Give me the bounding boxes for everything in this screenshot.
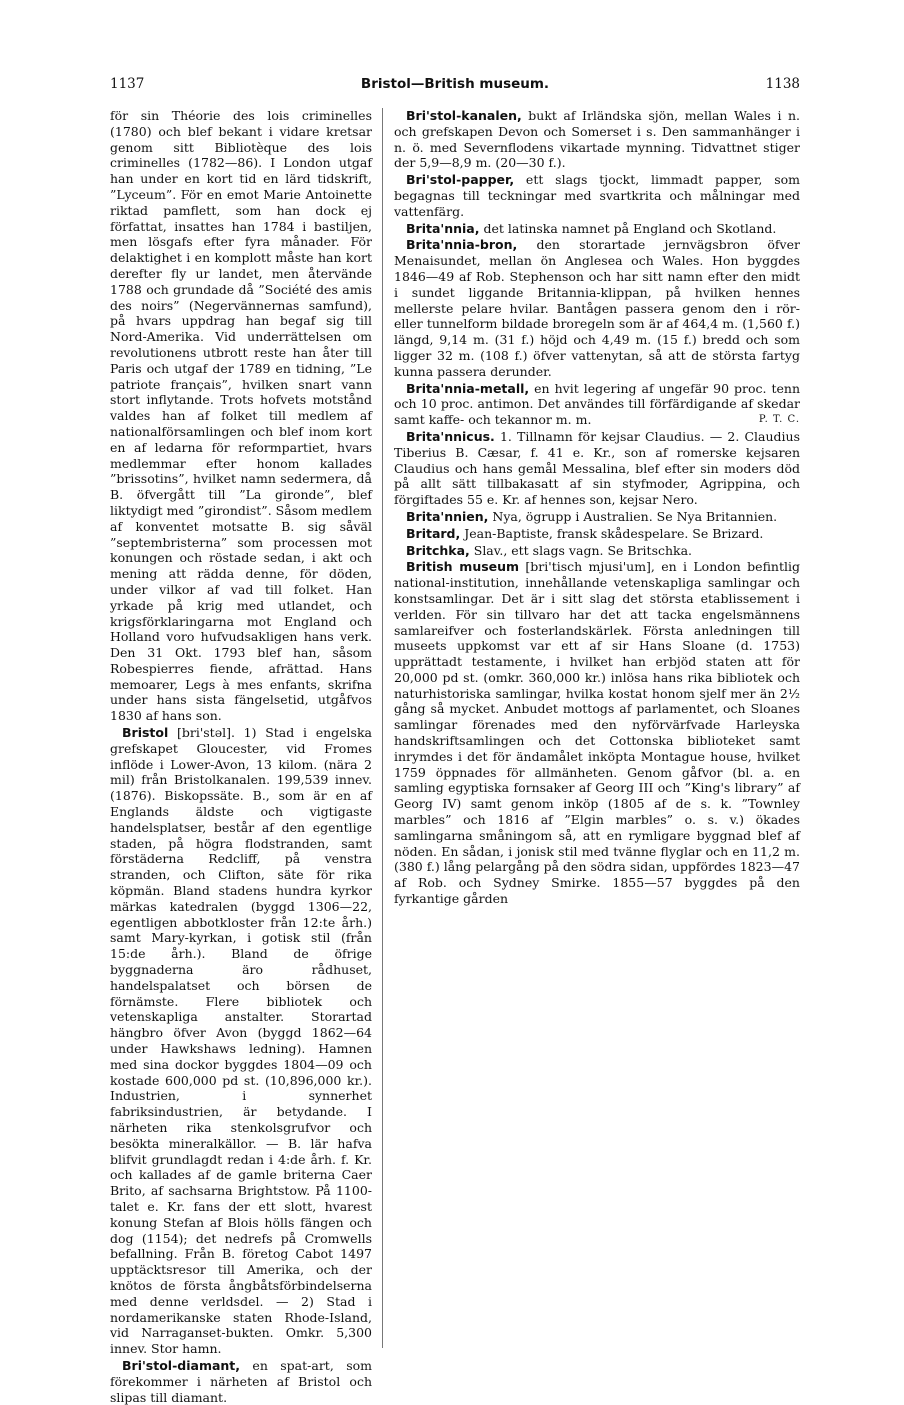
entry-text: det latinska namnet på England och Skotland. <box>483 220 777 236</box>
entry-keyword: Bri'stol-kanalen, <box>406 108 522 123</box>
entry-text: bukt af Irländska sjön, mellan Wales i n. och grefskapen Devon och Somerset i s. Den sammanhänger i n. ö. med Severnflodens vikartade mynning. Tidvattnet stiger der 5,9—8,9 m. (20—30 f.). <box>394 108 800 171</box>
entry-text: Jean-Baptiste, fransk skådespelare. Se Brizard. <box>464 525 764 541</box>
entry-keyword: Bri'stol-papper, <box>406 172 515 188</box>
entry-text: en hvit legering af ungefär 90 proc. tenn och 10 proc. antimon. Det användes till förfärdigande af skedar samt kaffe- och tekannor m. m. <box>394 380 800 428</box>
entry-keyword: British museum <box>406 559 520 575</box>
author-signature: P. T. C. <box>758 414 800 426</box>
column-divider <box>382 108 383 1348</box>
entry-text: [bri'tisch mjusi'um], en i London befintlig national-institution, innehållande vetenskapliga samlingar och konstsamlingar. Det är i sitt slag det största etablissement i verlden. För sin tillvaro har det att tacka engelsmännens samlareifver och fosterlandskärlek. Första anledningen till museets uppkomst var ett af sir Hans Sloane (d. 1753) upprättadt testamente, i hvilket han erbjöd staten att för 20,000 pd st. (omkr. 360,000 kr.) inlösa hans rika bibliotek och naturhistoriska samlingar, hvilka kostat honom sjelf mer än 2½ gång så mycket. Anbudet mottogs af parlamentet, och Sloanes samlingar förenades med den nyförvärfvade Harleyska handskriftsamlingen och det Cottonska biblioteket samt inrymdes i det för ändamålet inköpta Montague house, hvilket 1759 öppnades för allmänheten. Genom gåfvor (bl. a. en samling egyptiska fornsaker af Georg III och ”King's library” af Georg IV) samt genom inköp (1805 af de s. k. ”Townley marbles” och 1816 af ”Elgin marbles” o. s. v.) ökades samlingarna småningom så, att en rymligare byggnad blef af nöden. En sådan, i jonisk stil med tvänne flyglar och en 11,2 m. (380 f.) lång pelargång på den södra sidan, uppfördes 1823—47 af Rob. och Sydney Smirke. 1855—57 byggdes på den fyrkantige gården <box>394 559 800 907</box>
entry-text: 1. Tillnamn för kejsar Claudius. — 2. Claudius Tiberius B. Cæsar, f. 41 e. Kr., son af romerske kejsaren Claudius och hans gemål Messalina, blef efter sin moders död på allt sätt tillbakasatt af sin styfmoder, Agrippina, och förgiftades 55 e. Kr. af hennes son, kejsar Nero. <box>394 428 800 508</box>
brissot-continuation: för sin Théorie des lois criminelles (1780) och blef bekant i vidare kretsar genom sitt Bibliotèque des lois criminelles (1782—86). I London utgaf han under en kort tid en lärd tidskrift, ”Lyceum”. För en emot Marie Antoinette riktad pamflett, som han dock ej författat, insattes han 1784 i bastiljen, men lösgafs efter fyra månader. För delaktighet i en komplott måste han kort derefter fly ur landet, men återvände 1788 och grundade då ”Société des amis des noirs” (Negervännernas samfund), på hvars uppdrag han begaf sig till Nord-Amerika. Vid underrättelsen om revolutionens utbrott reste han åter till Paris och utgaf der 1789 en tidning, ”Le patriote français”, hvilken snart vann stort inflytande. Trots hofvets motstånd valdes han af folket till medlem af nationalförsamlingen och blef inom kort en af ledarna för reformpartiet, hvars medlemmar efter honom kallades ”brissotins”, hvilket namn sedermera, då B. öfvergått till ”La gironde”, blef liktydigt med ”girondist”. Såsom medlem af konventet motsatte B. sig såväl ”septembristerna” som processen mot konungen och röstade sedan, i akt och mening att rädda denne, för döden, under vilkor af vad till folket. Han yrkade på krig med utlandet, och krigsförklaringarna mot England och Holland voro hufvudsakligen hans verk. Den 31 Okt. 1793 blef han, såsom Robespierres fiende, afrättad. Hans memoarer, Legs à mes enfants, skrifna under hans sista fängelsetid, utgåfvos 1830 af hans son. <box>110 108 372 724</box>
right-column <box>394 108 800 1368</box>
entry-text: [bri'stəl]. 1) Stad i engelska grefskapet Gloucester, vid Fromes inflöde i Lower-Avon, 13 kilom. (nära 2 mil) från Bristolkanalen. 199,539 innev. (1876). Biskopssäte. B., som är en af Englands äldste och vigtigaste handelsplatser, består af den egentlige staden, på högra flodstranden, samt förstäderna Redcliff, på venstra stranden, och Clifton, säte för rika köpmän. Bland stadens hundra kyrkor märkas katedralen (byggd 1306—22, egentligen abbotkloster från 12:te årh.) samt Mary-kyrkan, i gotisk stil (från 15:de årh.). Bland de öfrige byggnaderna äro rådhuset, handelspalatset och börsen de förnämste. Flere bibliotek och vetenskapliga anstalter. Storartad hängbro öfver Avon (byggd 1862—64 under Hawkshaws ledning). Hamnen med sina dockor byggdes 1804—09 och kostade 600,000 pd st. (10,896,000 kr.). Industrien, i synnerhet fabriksindustrien, är betydande. I närheten rika stenkolsgrufvor och besökta mineralkällor. — B. lär hafva blifvit grundlagdt redan i 4:de årh. f. Kr. och kallades af de gamle briterna Caer Brito, af sachsarna Brightstow. På 1100-talet e. Kr. fans der ett slott, hvarest konung Stefan af Blois hölls fängen och dog (1154); det nedrefs på Cromwells befallning. Från B. företog Cabot 1497 upptäcktsresor till Amerika, och der knötos de första ångbåtsförbindelserna med denne verldsdel. — 2) Stad i nordamerikanske staten Rhode-Island, vid Narraganset-bukten. Omkr. 5,300 innev. Stor hamn. <box>110 725 372 1357</box>
entry-bristol-kanalen <box>394 108 800 171</box>
page-number-right: 1138 <box>765 76 800 92</box>
entry-keyword: Britchka, <box>406 542 470 558</box>
entry-britchka <box>394 543 800 559</box>
entry-text: Slav., ett slags vagn. Se Britschka. <box>473 542 693 558</box>
running-title: Bristol—British museum. <box>360 76 550 92</box>
entry-britannia <box>394 221 800 237</box>
entry-text: en spat-art, som förekommer i närheten af Bristol och slipas till diamant. <box>110 1357 372 1405</box>
entry-keyword: Bri'stol-diamant, <box>122 1357 241 1373</box>
entry-britannicus <box>394 429 800 508</box>
page-number-left: 1137 <box>110 76 145 92</box>
entry-keyword: Brita'nnien, <box>406 508 489 524</box>
entry-keyword: Bristol <box>122 725 169 741</box>
left-column <box>110 108 372 1405</box>
entry-text: Nya, ögrupp i Australien. Se Nya Britannien. <box>492 508 778 524</box>
entry-text: den storartade jernvägsbron öfver Menaisundet, mellan ön Anglesea och Wales. Hon byggdes 1846—49 af Rob. Stephenson och har sitt namn efter den midt i sundet liggande Britannia-klippan, på hvilken hennes mellerste pelare hvilar. Bantågen passera genom den i rör- eller tunnelform bildade broregeln som är af 464,4 m. (1,560 f.) längd, 9,14 m. (31 f.) höjd och 4,49 m. (15 f.) bredd och som ligger 32 m. (108 f.) öfver vattenytan, så att de största fartyg kunna passera derunder. <box>394 237 800 379</box>
entry-keyword: Brita'nnia-bron, <box>406 237 518 253</box>
entry-keyword: Brita'nnicus. <box>406 428 495 444</box>
entry-britannia-metall <box>394 381 800 428</box>
entry-bristol <box>110 725 372 1357</box>
entry-bristol-diamant <box>110 1358 372 1405</box>
entry-keyword: Brita'nnia-metall, <box>406 380 530 396</box>
page-header <box>110 76 800 96</box>
entry-keyword: Britard, <box>406 525 461 541</box>
entry-britard <box>394 526 800 542</box>
entry-britannia-bron <box>394 237 800 379</box>
entry-keyword: Brita'nnia, <box>406 220 480 236</box>
entry-british-museum <box>394 559 800 907</box>
entry-britannien <box>394 509 800 525</box>
entry-bristol-papper <box>394 172 800 219</box>
entry-text: ett slags tjockt, limmadt papper, som begagnas till teckningar med svartkrita och målningar med vattenfärg. <box>394 172 800 219</box>
